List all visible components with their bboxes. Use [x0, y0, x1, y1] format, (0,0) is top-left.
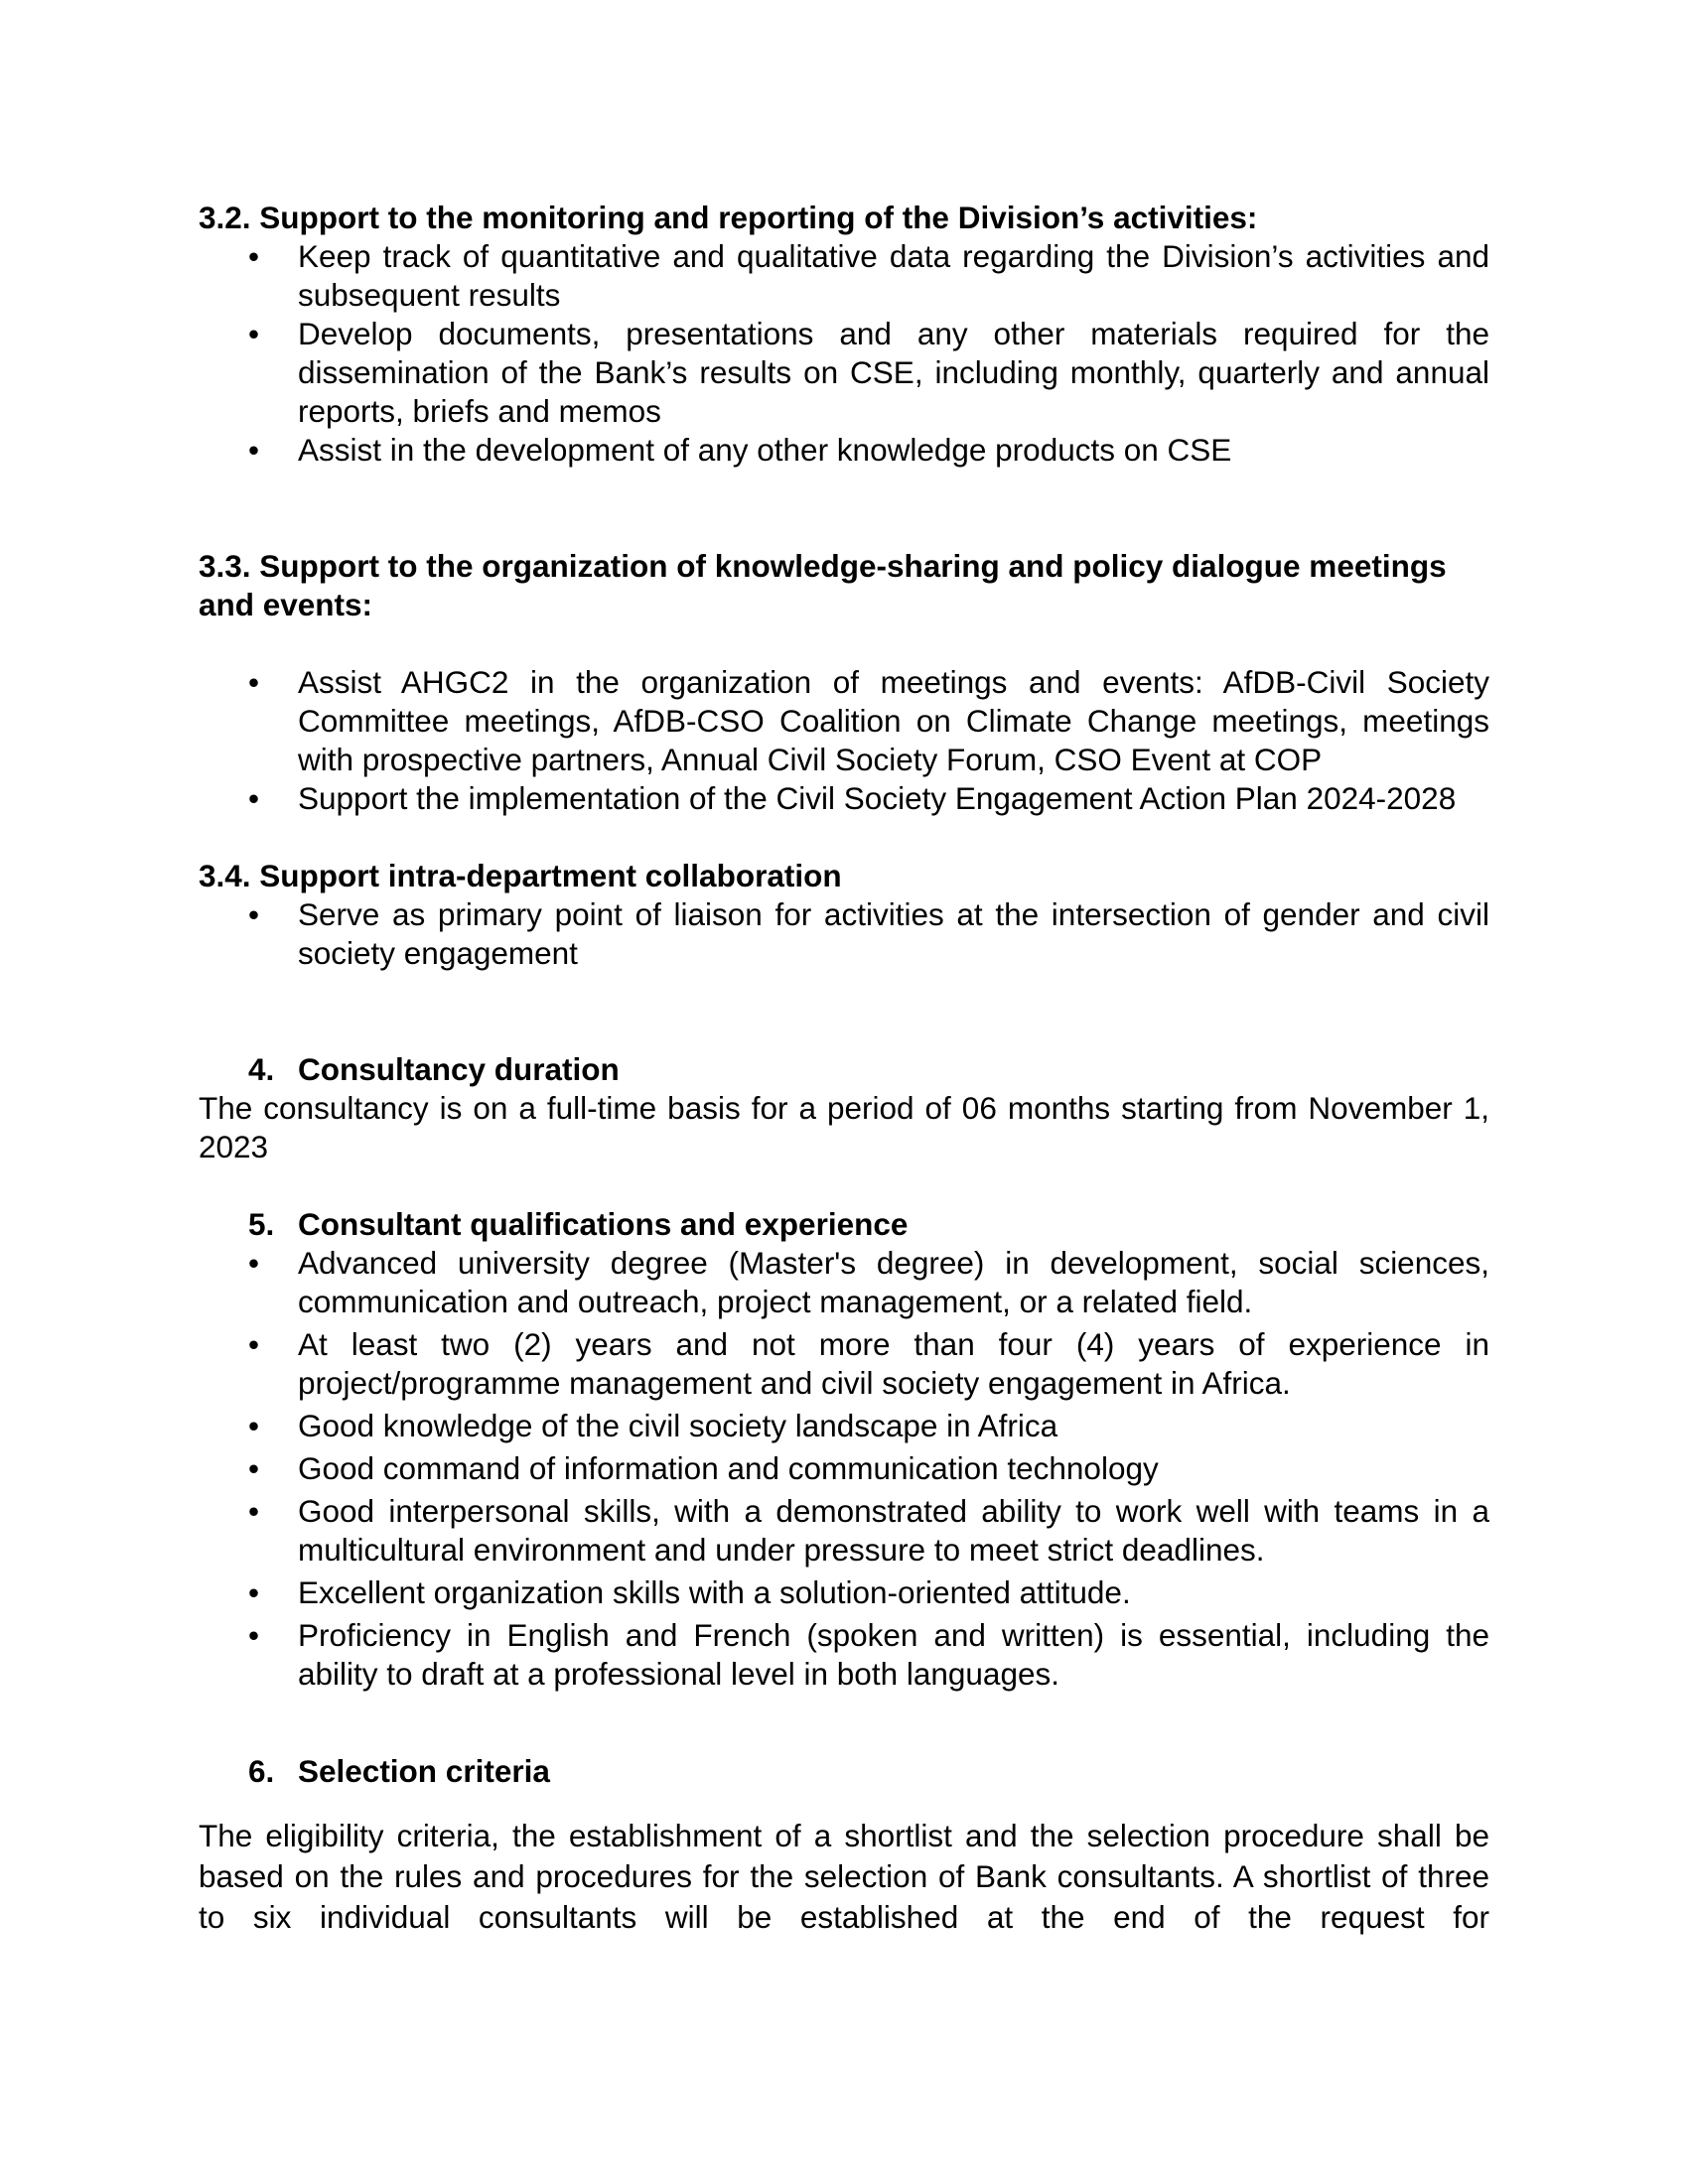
list-item-text: Assist in the development of any other knowledge products on CSE: [298, 432, 1232, 468]
section-number: 5.: [248, 1206, 275, 1242]
list-item: [199, 1573, 1489, 1612]
list-item-text: Good interpersonal skills, with a demonstrated ability to work well with teams in a multicultural environment and under pressure to meet strict deadlines.: [298, 1493, 1489, 1568]
section-3-4-heading: 3.4. Support intra-department collaboration: [199, 858, 842, 893]
bullet-icon: •: [248, 1450, 260, 1486]
bullet-icon: •: [248, 1245, 260, 1281]
document-page: [199, 199, 1489, 1938]
list-item-text: Keep track of quantitative and qualitative data regarding the Division’s activities and subsequent results: [298, 238, 1489, 313]
section-3-2-heading: 3.2. Support to the monitoring and reporting of the Division’s activities:: [199, 200, 1258, 235]
section-4-heading: [199, 1050, 1489, 1089]
bullet-icon: •: [248, 780, 260, 816]
list-item: [199, 1449, 1489, 1488]
section-3-3-heading: 3.3. Support to the organization of knowledge-sharing and policy dialogue meetings and events:: [199, 548, 1447, 622]
list-item-text: Excellent organization skills with a solution-oriented attitude.: [298, 1574, 1131, 1610]
bullet-icon: •: [248, 896, 260, 932]
list-item: [199, 663, 1489, 779]
list-item-text: Support the implementation of the Civil Society Engagement Action Plan 2024-2028: [298, 780, 1457, 816]
bullet-icon: •: [248, 1493, 260, 1529]
section-5-heading: [199, 1205, 1489, 1244]
bullet-icon: •: [248, 316, 260, 351]
section-number: 6.: [248, 1753, 275, 1789]
list-item: [199, 895, 1489, 973]
section-3-2-list: [199, 237, 1489, 470]
section-6-heading: [199, 1752, 1489, 1791]
list-item: [199, 779, 1489, 818]
section-4-text: The consultancy is on a full-time basis for a period of 06 months starting from November 1, 2023: [199, 1090, 1489, 1164]
list-item: [199, 315, 1489, 431]
list-item: [199, 1616, 1489, 1694]
list-item: [199, 237, 1489, 315]
section-number: 4.: [248, 1051, 275, 1087]
list-item-text: Advanced university degree (Master's degree) in development, social sciences, communication and outreach, project management, or a related field.: [298, 1245, 1489, 1319]
section-title: Selection criteria: [298, 1753, 550, 1789]
section-title: Consultancy duration: [298, 1051, 620, 1087]
list-item: [199, 1244, 1489, 1321]
bullet-icon: •: [248, 1326, 260, 1362]
bullet-icon: •: [248, 238, 260, 274]
bullet-icon: •: [248, 664, 260, 700]
list-item: [199, 431, 1489, 470]
section-6-text: The eligibility criteria, the establishment of a shortlist and the selection procedure shall be based on the rules and procedures for the selection of Bank consultants. A shortlist of three to six individual consultants will be established at the end of the request for: [199, 1818, 1489, 1935]
list-item: [199, 1325, 1489, 1403]
list-item-text: Good command of information and communication technology: [298, 1450, 1159, 1486]
section-3-3-list: [199, 663, 1489, 818]
section-3-4-list: [199, 895, 1489, 973]
list-item-text: Develop documents, presentations and any other materials required for the dissemination of the Bank’s results on CSE, including monthly, quarterly and annual reports, briefs and memos: [298, 316, 1489, 429]
list-item-text: Serve as primary point of liaison for activities at the intersection of gender and civil society engagement: [298, 896, 1489, 971]
bullet-icon: •: [248, 1408, 260, 1443]
section-5-list: [199, 1244, 1489, 1694]
list-item-text: At least two (2) years and not more than four (4) years of experience in project/programme management and civil society engagement in Africa.: [298, 1326, 1489, 1401]
list-item: [199, 1407, 1489, 1445]
list-item-text: Proficiency in English and French (spoken and written) is essential, including the ability to draft at a professional level in both languages.: [298, 1617, 1489, 1692]
list-item-text: Good knowledge of the civil society landscape in Africa: [298, 1408, 1058, 1443]
list-item: [199, 1492, 1489, 1570]
bullet-icon: •: [248, 1574, 260, 1610]
bullet-icon: •: [248, 432, 260, 468]
list-item-text: Assist AHGC2 in the organization of meetings and events: AfDB-Civil Society Committee meetings, AfDB-CSO Coalition on Climate Change meetings, meetings with prospective partners, Annual Civil Society Forum, CSO Event at COP: [298, 664, 1489, 777]
bullet-icon: •: [248, 1617, 260, 1653]
section-title: Consultant qualifications and experience: [298, 1206, 909, 1242]
